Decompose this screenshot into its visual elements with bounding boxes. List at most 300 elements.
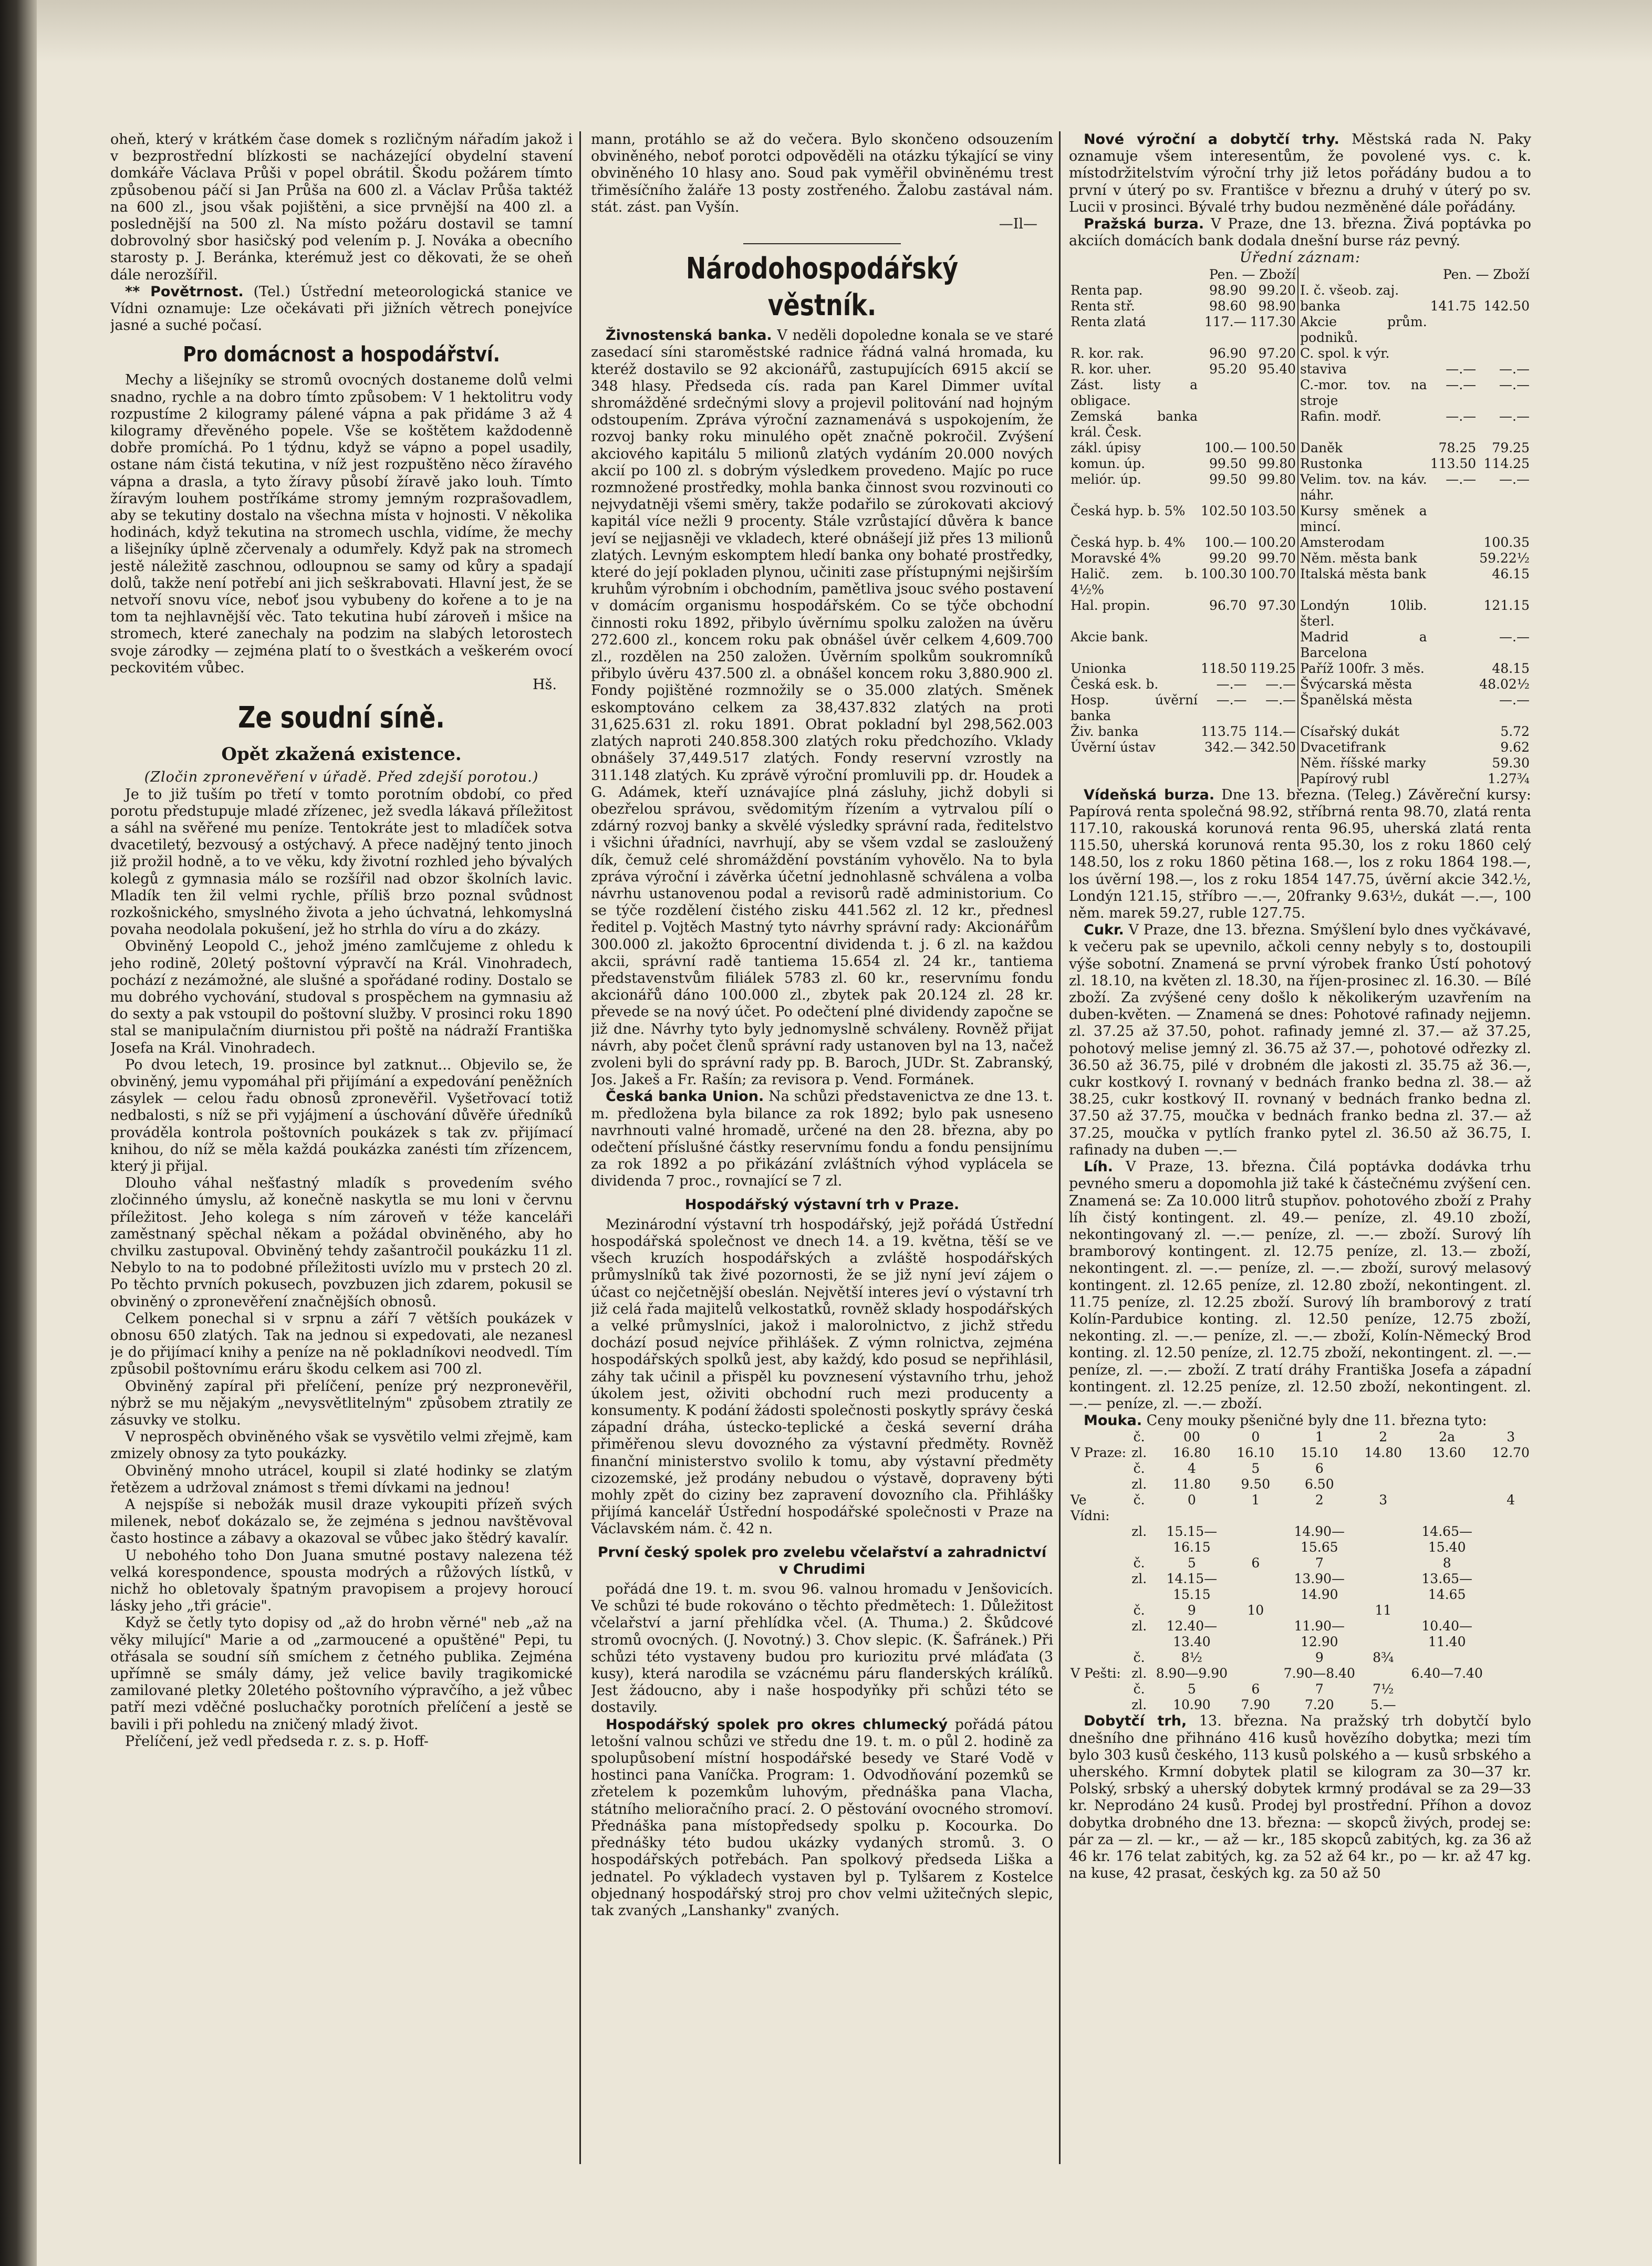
flour-row bbox=[1069, 1445, 1531, 1461]
bourse-value: 100.35 bbox=[1483, 534, 1530, 550]
flour-row-label: č. bbox=[1133, 1650, 1145, 1666]
bourse-value bbox=[1429, 771, 1478, 787]
court-paragraph: V neprospěch obviněného však se vysvětilo velmi zřejmě, kam zmizely obnosy za tyto poukázky. bbox=[110, 1429, 573, 1462]
flour-price: 2 bbox=[1315, 1492, 1324, 1508]
bourse-value bbox=[1429, 283, 1478, 298]
item-text: 13. března. Na pražský trh dobytčí bylo dnešního dne přihnáno 416 kusů hovězího dobytka; mezi tím bylo 303 kusů českého, 113 kusů polského a — kusů srbského a uherského. Krmní dobytek platil se kilogram za 30—37 kr. Polský, srbský a uherský dobytek krmný prodával se za 29—33 kr. Neprodáno 24 kusů. Prodej byl prostřední. Příhon a dovoz dobytka drobného dne 13. března: — skopců živých, prodej se: pár za — zl. — kr., — až — kr., 185 skopců zabitých, kg. za 36 až 46 kr. 176 telat zabitých, kg. za 52 až 64 kr., po — kr. až 47 kg. na kuse, 42 prasat, českých kg. za 50 až 50 bbox=[1069, 1713, 1531, 1882]
flour-header-cell: 0 bbox=[1251, 1429, 1260, 1445]
bourse-label: Renta pap. bbox=[1071, 282, 1143, 298]
bourse-row bbox=[1069, 440, 1531, 456]
bourse-row bbox=[1069, 503, 1531, 535]
flour-price: 14.65—15.40 bbox=[1421, 1524, 1472, 1555]
flour-city bbox=[1069, 1650, 1130, 1666]
bourse-label: Londýn 10lib. šterl. bbox=[1298, 598, 1429, 629]
flour-row bbox=[1069, 1697, 1531, 1713]
flour-price bbox=[1235, 1571, 1276, 1603]
flour-row bbox=[1069, 1461, 1531, 1477]
bourse-value bbox=[1249, 409, 1298, 440]
court-paragraph: Je to již tuším po třetí v tomto porotním období, co před porotu předstupuje mladé zřízenec, jež svedla lákavá příležitost a sáhl na svěřené mu peníze. Tentokráte jest to mladíček sotva dvacetiletý, bezvousý a ostýchavý. A přece nadějný tento jinoch již prožil hodně, a to ve věku, kdy životní rozhled jeho bývalých kolegů z gymnasia málo se rozšířil nad obzor školních lavic. Mladík ten žil velmi rychle, příliš brzo poznal svůdnost rozkošnického, smyslného života a jeho úchvatná, lehkomyslná povaha neodolala pokušení, jež ho strhla do víru a do zkázy. bbox=[110, 786, 573, 938]
weather-heading: ** Povětrnost. bbox=[125, 283, 244, 300]
bourse-value: —.— bbox=[1499, 629, 1530, 645]
bourse-label: Velim. tov. na káv. náhr. bbox=[1298, 472, 1429, 503]
bourse-label: Něm. říšské marky bbox=[1298, 755, 1429, 771]
bourse-value: 121.15 bbox=[1483, 597, 1530, 613]
flour-price: 12.40—13.40 bbox=[1166, 1618, 1218, 1650]
item-text: Městská rada N. Paky oznamuje všem interesentům, že povolené vys. c. k. místodržitelstvím výroční trhy již letos pořádány budou a to první v úterý po sv. Františce v březnu a druhý v úterý po sv. Lucii v prosinci. Bývalé trhy budou nezměněné dále pořádány. bbox=[1069, 131, 1531, 215]
flour-price: 13.65—14.65 bbox=[1421, 1571, 1472, 1603]
flour-price: 11 bbox=[1375, 1603, 1392, 1618]
flour-row-label: zl. bbox=[1131, 1571, 1147, 1587]
item-text: V neděli dopoledne konala se ve staré zasedací síni staroměstské radnice řádná valná hromada, ku kteréž dostavilo se 92 akcionářů, zastupujících 6915 akcií se 348 hlasy. Předseda cís. rada pan Karel Dimmer uvítal shromážděné srdečnými slovy a projevil politování nad hojným odstoupením. Zpráva výroční zaznamenává s uspokojením, že rozvoj banky roku minulého opět značně pokročil. Zvýšení akciového kapitálu 5 milionů zlatých vydáním 20.000 nových akcií po 100 zl. s dobrým výsledkem provedeno. Majíc po ruce rozmnožené prostředky, mohla banka činnost svou rozvinouti co nejvydatněji všemi směry, takže podařilo se zúrokovati akciový kapitál více nežli 9 procenty. Stále vzrůstající důvěra k bance jeví se nejjasněji ve vkladech, které obnášejí již přes 13 milionů zlatých. Levným eskomptem hledí banka ony bohaté prostředky, které do její pokladen plynou, učiniti zase přístupnými nejširším kruhům výrobním i obchodním, pamětliva jsouc svého postavení v domácím organismu hospodářském. Co se týče obchodní činnosti roku 1892, přibylo úvěrnímu spolku založen na úvěru 272.600 zl., koncem roku pak obnášel úvěr celkem 4,609.700 zl., rozdělen na 250 založen. Úvěrním spolkům soukromníků přibylo úvěru 437.500 zl. a obnášel koncem roku 3,880.900 zl. Fondy pojištěné rozmnožily se o 35.000 zlatých. Směnek eskomptováno celkem za 38,437.832 zlatých na proti 31,625.631 zl. roku 1891. Obrat pokladní byl 298,562.003 zlatých naproti 240.858.300 zlatých roku předchozího. Vklady obnášely 37,449.517 zlatých. Fondy reservní vzrostly na 311.148 zlatých. Ku zprávě výroční promluvili pp. dr. Houdek a G. Adámek, kteří uznávajíce plná zásluhy, jichž dobyli si obezřelou správou, svědomitým řízením a vytrvalou pílí o zdárný rozvoj banky a skvělé výsledky správní rada, ředitelstvo i všichni úřadníci, navrhují, aby se všem vzdal se zasloužený dík, čemuž celé shromáždění povstáním vyhovělo. Na to byla zpráva výroční i závěrka účetní jednohlasně schválena a volba návrhu ustanovenou podal a revisorů radě administorium. Co se týče rozdělení čistého zisku 441.562 zl. 12 kr., přednesl ředitel p. Vojtěch Mastný tyto návrhy správní rady: Akcionářům 300.000 zl. jakožto 6procentní dividenda t. j. 6 zl. na každou akcii, správní radě tantiema 15.654 zl. 24 kr., tantiema představenstvům filiálek 5783 zl. 60 kr., reservnímu fondu akcionářů dáno 100.000 zl., zbytek pak 20.124 zl. 28 kr. převede se na nový účet. Po odečtení plné dividendy započne se již dne. Návrhy tyto byly jednomyslně schváleny. Rovněž přijat návrh, aby počet členů správní rady ustanoven byl na 13, načež zvoleni byli do správní rady pp. B. Baroch, JUDr. St. Zabranský, Jos. Jakeš a Fr. Rašín; za revisora p. Vend. Formánek. bbox=[591, 327, 1053, 1088]
bourse-value: 98.90 bbox=[1258, 298, 1296, 314]
bourse-value bbox=[1478, 346, 1531, 361]
bourse-value: —.— bbox=[1499, 377, 1530, 392]
bourse-label: C.-mor. tov. na stroje bbox=[1298, 377, 1429, 409]
flour-price bbox=[1490, 1681, 1531, 1697]
bourse-value: 46.15 bbox=[1492, 566, 1530, 581]
bourse-value: —.— bbox=[1265, 692, 1296, 708]
bourse-value: 113.50 bbox=[1430, 455, 1477, 471]
flour-row bbox=[1069, 1650, 1531, 1666]
market-item bbox=[1069, 922, 1531, 1159]
bourse-label bbox=[1069, 755, 1199, 771]
bourse-row bbox=[1069, 409, 1531, 440]
bourse-table bbox=[1069, 267, 1531, 787]
flour-price bbox=[1404, 1697, 1490, 1713]
flour-row bbox=[1069, 1666, 1531, 1681]
bourse-label: C. spol. k výr. bbox=[1298, 346, 1429, 361]
court-paragraph: Celkem ponechal si v srpnu a září 7 větších poukázek v obnosu 650 zlatých. Tak na jednou si expedovati, ale nezanesl je do přijímací knihy a peníze na ně pokladníkovi neodvedl. Tím způsobil poštovnímu eráru škodu celkem asi 700 zl. bbox=[110, 1310, 573, 1378]
bourse-value: 119.25 bbox=[1250, 660, 1296, 676]
item-heading: Česká banka Union. bbox=[606, 1088, 764, 1105]
bourse-row bbox=[1069, 472, 1531, 503]
bourse-value: 100.— bbox=[1204, 440, 1247, 455]
bourse-label: Císařský dukát bbox=[1298, 724, 1429, 740]
flour-price: 6 bbox=[1251, 1555, 1260, 1571]
market-item bbox=[1069, 1159, 1531, 1412]
bourse-value bbox=[1429, 677, 1478, 692]
flour-price: 8.90—9.90 bbox=[1156, 1666, 1228, 1681]
bourse-value: 96.70 bbox=[1209, 597, 1247, 613]
bourse-value bbox=[1429, 550, 1478, 566]
item-text: V Praze, dne 13. března. Smýšlení bylo dnes vyčkávavé, k večeru pak se upevnilo, ačkoli cenny nebyly s to, dostoupili výše sobotní. Znamená se první výrobek franko Ústí pohotový zl. 18.10, na květen zl. 18.30, na říjen-prosinec zl. 16.30. — Bílé zboží. Za zvýšené ceny došlo k několikerým uzavřením na duben-květen. — Znamená se dnes: Pohotové rafinady nejjemn. zl. 37.25 až 37.50, pohot. rafinady jemné zl. 37.— až 37.25, pohotový melise jemný zl. 36.75 až 37.—, pohotové odřezky zl. 36.50 až 36.75, pilé v drobném dle jakosti zl. 35.75 až 36.—, cukr kostkový I. rovnaný v bednách franko bedna zl. 38.— až 38.25, cukr kostkový II. rovnaný v bednách franko bedna zl. 37.50 až 37.75, moučka v bednách franko bedna zl. 37.— až 37.25, moučka v pytlích franko pytel zl. 36.50 až 36.75, I. rafinady na duben —.— bbox=[1069, 922, 1531, 1158]
flour-city bbox=[1069, 1618, 1130, 1650]
bourse-row bbox=[1069, 661, 1531, 677]
bourse-value: 59.22½ bbox=[1479, 550, 1530, 566]
flour-header-cell: 2 bbox=[1379, 1429, 1388, 1445]
market-item bbox=[1069, 787, 1531, 922]
section-heading-court: Ze soudní síně. bbox=[238, 701, 445, 735]
flour-price-table bbox=[1069, 1429, 1531, 1713]
court-paragraph: Přelíčení, jež vedl předseda r. z. s. p. Hoff- bbox=[125, 1733, 429, 1750]
bourse-value: 99.70 bbox=[1258, 550, 1296, 566]
scan-shadow-edge bbox=[0, 0, 37, 2266]
flour-header-row bbox=[1069, 1429, 1531, 1445]
bourse-label: Kursy směnek a mincí. bbox=[1298, 503, 1429, 535]
bourse-row bbox=[1069, 566, 1531, 598]
weather-paragraph bbox=[110, 284, 573, 335]
flour-price bbox=[1276, 1603, 1363, 1618]
bourse-row bbox=[1069, 535, 1531, 550]
court-paragraph: Když se četly tyto dopisy od „až do hrobn věrné" neb „až na věky milující" Marie a od „zarmoucené a opuštěné" Pepi, tu otřásala se soudní síň smíchem z četného publika. Zejména upřímně se smály dámy, jež velice bavily tragikomické zamilované pletky 20letého poštovního výpravčího, a jež vůbec patří mezi vděčné posluchačky porotních přelíčení a jestě se bavili i při pohledu na zničený mladý život. bbox=[110, 1615, 573, 1733]
bourse-label: R. kor. rak. bbox=[1071, 345, 1144, 361]
bourse-label: Paříž 100fr. 3 měs. bbox=[1298, 661, 1429, 677]
bourse-header-right: Pen. — Zboží bbox=[1442, 266, 1530, 282]
flour-price: 12.70 bbox=[1492, 1445, 1530, 1461]
flour-price: 11.80 bbox=[1173, 1477, 1211, 1492]
court-continuation: mann, protáhlo se až do večera. Bylo skončeno odsouzením obviněného, neboť porotci odpověděli na otázku týkající se viny obviněného 10 hlasy ano. Soud pak vyměřil obviněnému trest třiměsíčního žaláře 13 posty zostřeného. Žalobu zastával nám. stát. zást. pan Vyšín. bbox=[591, 131, 1053, 215]
bourse-label: Italská města bank bbox=[1298, 566, 1429, 598]
bourse-value bbox=[1429, 314, 1478, 346]
bourse-value: 142.50 bbox=[1483, 298, 1530, 314]
bourse-value: 95.20 bbox=[1209, 361, 1247, 377]
bourse-value: 100.50 bbox=[1250, 440, 1296, 455]
bourse-row bbox=[1069, 361, 1531, 377]
flour-price bbox=[1490, 1524, 1531, 1555]
bourse-value: 99.20 bbox=[1258, 282, 1296, 298]
bourse-label: Česká hyp. b. 5% bbox=[1071, 503, 1186, 518]
flour-price bbox=[1363, 1477, 1404, 1492]
item-text: Na schůzi představenictva ze dne 13. t. m. předložena byla bilance za rok 1892; bylo pak usneseno navrhnouti valné hromadě, určené na den 28. března, aby po odečtení příslušné částky reservnímu fondu a fondu pensijnímu za rok 1892 a po přikázání zvláštních výhod vyplácela se dividenda 7 proc., rovnající se 7 zl. bbox=[591, 1088, 1053, 1190]
bourse-value: 99.50 bbox=[1209, 455, 1247, 471]
bourse-row bbox=[1069, 724, 1531, 740]
bourse-value: —.— bbox=[1216, 692, 1247, 708]
flour-header-cell: 3 bbox=[1506, 1429, 1515, 1445]
flour-row-label: č. bbox=[1133, 1555, 1145, 1571]
bourse-value: 98.90 bbox=[1209, 282, 1247, 298]
bourse-value: 96.90 bbox=[1209, 345, 1247, 361]
bourse-value: —.— bbox=[1446, 471, 1477, 487]
bourse-value: —.— bbox=[1499, 408, 1530, 424]
flour-row-label: č. bbox=[1133, 1492, 1145, 1508]
bourse-value: 99.80 bbox=[1258, 471, 1296, 487]
economy-item-text: Mezinárodní výstavní trh hospodářský, jejž pořádá Ústřední hospodářská společnost ve dnech 14. a 19. května, těší se ve všech kruzích hospodářských a zvláště hospodářských průmyslníků tak živé pozornosti, že se již nyní jeví zájem o účast co nejčetnější obeslán. Největší interes jeví o výstavní trh již celá řada majitelů velkostatků, rovněž sklady hospodářských a velké průmyslníci, jakož i malorolnictvo, z jichž středu dochází posud nejvíce přihlášek. Z výmn rolnictva, zejména hospodářských spolků jest, aby každý, kdo posud se nepřihlásil, záhy tak učinil a přispěl ku povznesení výstavního trhu, jehož úkolem jest, oživiti obchodní ruch mezi producenty a konsumenty. K podání žádosti společnosti poskytly správy česká západní dráha, ústecko-teplické a česká severní dráha přiměřenou slevu dovozného za výstavní předměty. Rovněž finanční ministerstvo svolilo k tomu, aby výstavní předměty cizozemské, jež prodány nebudou o výstavě, dopraveny býti mohly zpět do ciziny bez zapravení dovozního cla. Přihlášky přijímá kancelář Ústřední hospodářské společnosti v Praze na Václavském nám. č. 42 n. bbox=[591, 1216, 1053, 1537]
flour-price: 5.— bbox=[1370, 1697, 1396, 1713]
bourse-label: Španělská města bbox=[1298, 692, 1429, 724]
item-text: V Praze, dne 13. března. Živá poptávka po akciích domácích bank dodala dnešní burse ráz pevný. bbox=[1069, 216, 1531, 250]
flour-price: 7 bbox=[1315, 1555, 1324, 1571]
flour-row bbox=[1069, 1571, 1531, 1603]
bourse-value bbox=[1199, 409, 1248, 440]
bourse-label: Moravské 4% bbox=[1071, 550, 1161, 566]
flour-price: 8¾ bbox=[1373, 1650, 1394, 1666]
flour-row-label: č. bbox=[1133, 1461, 1145, 1477]
flour-price: 10.90 bbox=[1173, 1697, 1211, 1713]
item-heading: Živnostenská banka. bbox=[606, 327, 772, 344]
flour-price bbox=[1490, 1603, 1531, 1618]
flour-header-cell: 00 bbox=[1183, 1429, 1200, 1445]
bourse-value: 141.75 bbox=[1430, 298, 1477, 314]
flour-price bbox=[1363, 1618, 1404, 1650]
flour-price: 15.10 bbox=[1300, 1445, 1338, 1461]
flour-price bbox=[1404, 1650, 1490, 1666]
bourse-value: —.— bbox=[1216, 676, 1247, 692]
bourse-row bbox=[1069, 692, 1531, 724]
flour-price bbox=[1490, 1650, 1531, 1666]
bourse-row bbox=[1069, 677, 1531, 692]
bourse-value bbox=[1429, 724, 1478, 740]
flour-price: 7.90 bbox=[1241, 1697, 1271, 1713]
economy-item bbox=[591, 1088, 1053, 1190]
bourse-value: —.— bbox=[1265, 676, 1296, 692]
bourse-value bbox=[1249, 629, 1298, 661]
fire-report-text: oheň, který v krátkém čase domek s rozličným nářadím jakož i v bezprostřední blízkosti se nacházející obydelní stavení domkáře Václava Průši v popel obrátil. Škodu požárem tímto způsobenou páčí si Jan Průša na 600 zl. a Václav Průša taktéž na 600 zl., jsou však pojištěni, a sice prvnější na 400 zl. a poslednější na 500 zl. Na místo požáru dostavil se tamní dobrovolný sbor hasičský pod velením p. J. Nováka a obecního starosty p. J. Beránka, kterémuž jest co děkovati, že se oheň dále nerozšířil. bbox=[110, 131, 573, 283]
bourse-label: Akcie bank. bbox=[1071, 629, 1149, 645]
bourse-value: 95.40 bbox=[1258, 361, 1296, 377]
bourse-value bbox=[1478, 314, 1531, 346]
bourse-value: 117.— bbox=[1204, 314, 1247, 329]
flour-row bbox=[1069, 1555, 1531, 1571]
flour-city bbox=[1069, 1571, 1130, 1603]
flour-row-label: zl. bbox=[1131, 1666, 1147, 1681]
flour-price: 7½ bbox=[1373, 1681, 1394, 1697]
item-heading: Hospodářský spolek pro okres chlumecký bbox=[606, 1716, 948, 1733]
bourse-label bbox=[1069, 771, 1199, 787]
bourse-value: 48.02½ bbox=[1479, 676, 1530, 692]
flour-city: Ve Vídni: bbox=[1071, 1492, 1110, 1524]
flour-row bbox=[1069, 1492, 1531, 1524]
bourse-row bbox=[1069, 550, 1531, 566]
bourse-label: banka bbox=[1298, 298, 1429, 314]
bourse-header-left: Pen. — Zboží bbox=[1209, 266, 1296, 282]
flour-price bbox=[1235, 1650, 1276, 1666]
section-heading-household: Pro domácnost a hospodářství. bbox=[183, 342, 500, 367]
flour-price: 8 bbox=[1442, 1555, 1451, 1571]
bourse-value bbox=[1199, 771, 1248, 787]
bourse-label: Zemská banka král. Česk. bbox=[1071, 408, 1198, 440]
bourse-row bbox=[1069, 771, 1531, 787]
flour-row-label: zl. bbox=[1131, 1477, 1147, 1492]
bourse-label: Česká esk. b. bbox=[1071, 676, 1159, 692]
bourse-value: 100.30 bbox=[1201, 566, 1247, 581]
bourse-label: Hosp. úvěrní banka bbox=[1071, 692, 1198, 723]
flour-price bbox=[1404, 1492, 1490, 1524]
bourse-label: Česká hyp. b. 4% bbox=[1071, 534, 1186, 550]
flour-city bbox=[1069, 1697, 1130, 1713]
bourse-value: 117.30 bbox=[1250, 314, 1296, 329]
flour-city: V Praze: bbox=[1071, 1445, 1127, 1461]
divider bbox=[743, 243, 901, 244]
bourse-value bbox=[1478, 503, 1531, 535]
article-title: Opět zkažená existence. bbox=[221, 744, 462, 765]
flour-price: 9 bbox=[1187, 1603, 1196, 1618]
flour-row-label: zl. bbox=[1131, 1445, 1147, 1461]
flour-price: 7 bbox=[1315, 1681, 1324, 1697]
bourse-value bbox=[1249, 771, 1298, 787]
bourse-row bbox=[1069, 740, 1531, 755]
bourse-label: zákl. úpisy bbox=[1071, 440, 1141, 455]
bourse-value: 1.27¾ bbox=[1488, 771, 1530, 786]
court-paragraph: Obviněný Leopold C., jehož jméno zamlčujeme z ohledu k jeho rodině, 20letý poštovní výpravčí na Král. Vinohradech, pochází z nezámožné, ale slušné a spořádané rodiny. Dostalo se mu dobrého vychování, studoval s prospěchem na gymnasiu až do sexty a pak vstoupil do poštovní služby. V prosinci roku 1890 stal se manipulačním diurnistou při poště na nádraží Františka Josefa na Král. Vinohradech. bbox=[110, 938, 573, 1056]
bourse-value: 102.50 bbox=[1201, 503, 1247, 518]
bourse-value bbox=[1199, 629, 1248, 661]
flour-row bbox=[1069, 1681, 1531, 1697]
flour-price bbox=[1404, 1681, 1490, 1697]
court-paragraph: A nejspíše si nebožák musil draze vykoupiti přízeň svých milenek, neboť dokázalo se, že zejména s jednou navštěvoval často hostince a zábavy a okazoval se vůbec jako štědrý kavalír. bbox=[110, 1496, 573, 1547]
flour-price: 7.20 bbox=[1304, 1697, 1334, 1713]
bourse-value bbox=[1199, 377, 1248, 409]
bourse-value: 103.50 bbox=[1250, 503, 1296, 518]
flour-price: 14.80 bbox=[1364, 1445, 1402, 1461]
bourse-label: Renta stř. bbox=[1071, 298, 1135, 314]
bourse-header-row bbox=[1069, 267, 1531, 283]
flour-price: 11.90—12.90 bbox=[1294, 1618, 1345, 1650]
bourse-label: Úvěrní ústav bbox=[1071, 739, 1156, 755]
flour-price: 10.40—11.40 bbox=[1421, 1618, 1472, 1650]
bourse-value: 59.30 bbox=[1492, 755, 1530, 771]
flour-price bbox=[1490, 1571, 1531, 1603]
bourse-label: R. kor. uher. bbox=[1071, 361, 1152, 377]
author-signature: Hš. bbox=[533, 677, 557, 693]
flour-price bbox=[1404, 1603, 1490, 1618]
market-item bbox=[1069, 1713, 1531, 1882]
economy-item-text: pořádá dne 19. t. m. svou 96. valnou hromadu v Jenšovicích. Ve schůzi té bude rokováno o těchto předmětech: 1. Důležitost včelařství a jarní přehlídka včel. (A. Thuma.) 2. Škůdcové stromů ovocných. (J. Novotný.) 3. Chov slepic. (K. Šafránek.) Při schůzi této vystaveny budou pro kuriozitu prvé mláďata (3 kusy), která narodila se vzácnému páru flanderských králíků. Jest žádoucno, aby i naše hospodyňky při schůzi této se dostavily. bbox=[591, 1581, 1053, 1716]
flour-row bbox=[1069, 1477, 1531, 1492]
bourse-row bbox=[1069, 755, 1531, 771]
flour-price: 15.15—16.15 bbox=[1166, 1524, 1218, 1555]
flour-price bbox=[1363, 1555, 1404, 1571]
flour-price: 9 bbox=[1315, 1650, 1324, 1666]
flour-row-label: č. bbox=[1133, 1681, 1145, 1697]
bourse-value: 5.72 bbox=[1500, 723, 1530, 739]
bourse-value: 342.50 bbox=[1250, 739, 1296, 755]
bourse-value: 114.— bbox=[1253, 723, 1296, 739]
bourse-value bbox=[1429, 566, 1478, 598]
bourse-label: Akcie prům. podniků. bbox=[1298, 314, 1429, 346]
flour-row bbox=[1069, 1524, 1531, 1555]
flour-price: 3 bbox=[1379, 1492, 1388, 1508]
flour-price bbox=[1490, 1697, 1531, 1713]
bourse-value: 114.25 bbox=[1483, 455, 1530, 471]
bourse-label: Renta zlatá bbox=[1071, 314, 1146, 329]
flour-price: 5 bbox=[1187, 1555, 1196, 1571]
bourse-row bbox=[1069, 377, 1531, 409]
market-item bbox=[1069, 131, 1531, 216]
bourse-value bbox=[1429, 629, 1478, 661]
flour-price bbox=[1363, 1524, 1404, 1555]
item-heading: Dobytčí trh, bbox=[1084, 1713, 1187, 1730]
item-text: Ceny mouky pšeničné byly dne 11. března tyto: bbox=[1146, 1412, 1487, 1429]
item-heading: Nové výroční a dobytčí trhy. bbox=[1084, 131, 1339, 148]
bourse-value bbox=[1199, 755, 1248, 771]
flour-row bbox=[1069, 1603, 1531, 1618]
flour-header-cell: 2a bbox=[1439, 1429, 1456, 1445]
article-subtitle: (Zločin zpronevěření v úřadě. Před zdejší porotou.) bbox=[144, 769, 539, 786]
bourse-value: —.— bbox=[1446, 377, 1477, 392]
bourse-label: Dvacetifrank bbox=[1298, 740, 1429, 755]
bourse-value: 97.30 bbox=[1258, 597, 1296, 613]
flour-price: 16.10 bbox=[1237, 1445, 1275, 1461]
market-item bbox=[1069, 1412, 1531, 1429]
flour-price: 10 bbox=[1247, 1603, 1264, 1618]
item-heading: Vídeňská burza. bbox=[1084, 786, 1215, 803]
bourse-value: —.— bbox=[1499, 471, 1530, 487]
bourse-value: 99.80 bbox=[1258, 455, 1296, 471]
bourse-label: Hal. propin. bbox=[1071, 597, 1150, 613]
bourse-value: 100.— bbox=[1204, 534, 1247, 550]
bourse-value: 9.62 bbox=[1500, 739, 1530, 755]
flour-price: 6.50 bbox=[1304, 1477, 1334, 1492]
flour-city bbox=[1069, 1477, 1130, 1492]
court-paragraph: Obviněný mnoho utrácel, koupil si zlaté hodinky se zlatým řetězem a udržoval známost s třemi dívkami na jednou! bbox=[110, 1462, 573, 1496]
bourse-label: Švýcarská města bbox=[1298, 677, 1429, 692]
flour-price: 14.15—15.15 bbox=[1166, 1571, 1218, 1603]
bourse-value: 100.20 bbox=[1250, 534, 1296, 550]
bourse-value bbox=[1429, 503, 1478, 535]
bourse-row bbox=[1069, 598, 1531, 629]
bourse-value: 113.75 bbox=[1201, 723, 1247, 739]
flour-city bbox=[1069, 1461, 1130, 1477]
flour-price: 5 bbox=[1251, 1461, 1260, 1477]
bourse-value: —.— bbox=[1446, 408, 1477, 424]
flour-row-label: zl. bbox=[1131, 1697, 1147, 1713]
bourse-label: Rustonka bbox=[1298, 456, 1429, 472]
flour-price bbox=[1490, 1461, 1531, 1477]
bourse-value: 118.50 bbox=[1201, 660, 1247, 676]
bourse-label: Halič. zem. b. 4½% bbox=[1071, 566, 1198, 597]
item-text: Dne 13. března. (Teleg.) Závěreční kursy: Papírová renta společná 98.92, stříbrná renta 98.70, zlatá renta 117.10, rakouská korunová renta 96.95, uherská zlatá renta 115.50, uherská korunová renta 95.30, los z roku 1860 celý 148.50, los z roku 1860 pětina 168.—, los z roku 1864 198.—, los úvěrní 198.—, los z roku 1854 147.75, úvěrní akcie 342.½, Londýn 121.15, stříbro —.—, 20franky 9.63½, dukát —.—, 100 něm. marek 59.27, ruble 127.75. bbox=[1069, 786, 1531, 922]
bourse-value bbox=[1429, 598, 1478, 629]
bourse-value: —.— bbox=[1499, 692, 1530, 708]
flour-city bbox=[1069, 1555, 1130, 1571]
flour-city: V Pešti: bbox=[1071, 1666, 1121, 1681]
court-paragraph: Obviněný zapíral při přelíčení, peníze prý nezpronevěřil, nýbrž se mu nějakým „nevysvětlitelným" způsobem ztratily ze zásuvky ve stolku. bbox=[110, 1378, 573, 1429]
flour-price: 6 bbox=[1315, 1461, 1324, 1477]
bourse-value: 79.25 bbox=[1492, 440, 1530, 455]
bourse-value: —.— bbox=[1499, 361, 1530, 377]
bourse-value: —.— bbox=[1446, 361, 1477, 377]
flour-row bbox=[1069, 1618, 1531, 1650]
flour-price: 4 bbox=[1187, 1461, 1196, 1477]
bourse-row bbox=[1069, 314, 1531, 346]
flour-price bbox=[1490, 1555, 1531, 1571]
bourse-table-title: Úřední záznam: bbox=[1239, 250, 1361, 266]
flour-price bbox=[1404, 1477, 1490, 1492]
scan-top-margin bbox=[37, 0, 1652, 63]
flour-price bbox=[1490, 1618, 1531, 1650]
item-heading: Líh. bbox=[1084, 1159, 1113, 1176]
bourse-value bbox=[1249, 755, 1298, 771]
flour-price bbox=[1363, 1571, 1404, 1603]
bourse-label: komun. úp. bbox=[1071, 455, 1146, 471]
item-heading-centered: První český spolek pro zvelebu včelařství a zahradnictví v Chrudimi bbox=[597, 1544, 1047, 1577]
bourse-label: I. č. všeob. zaj. bbox=[1298, 283, 1429, 298]
column-1 bbox=[110, 131, 573, 2164]
economy-item bbox=[591, 1717, 1053, 1919]
flour-price bbox=[1235, 1618, 1276, 1650]
flour-city bbox=[1069, 1524, 1130, 1555]
flour-price: 14.90—15.65 bbox=[1294, 1524, 1345, 1555]
bourse-value bbox=[1429, 346, 1478, 361]
court-paragraph: Po dvou letech, 19. prosince byl zatknut... Objevilo se, že obviněný, jemu vypomáhal při přijímání a expedování peněžních zásylek — celou řadu obnosů zpronevěřil. Vyšetřovací totiž nedbalosti, s níž se při vyjájmení a úschování důvěře úředníků prováděla kontrola poštovních poukázek s tak zv. přijímací knihou, do níž se měla každá poukázka zanésti tím zřízencem, který ji přijal. bbox=[110, 1056, 573, 1174]
economy-item bbox=[591, 327, 1053, 1088]
bourse-value: 48.15 bbox=[1492, 660, 1530, 676]
bourse-value bbox=[1249, 377, 1298, 409]
flour-price: 4 bbox=[1506, 1492, 1515, 1508]
bourse-value bbox=[1478, 283, 1531, 298]
flour-price: 7.90—8.40 bbox=[1283, 1666, 1355, 1681]
flour-price bbox=[1235, 1524, 1276, 1555]
bourse-value bbox=[1429, 755, 1478, 771]
flour-price: 5 bbox=[1187, 1681, 1196, 1697]
flour-price: 6.40—7.40 bbox=[1411, 1666, 1483, 1681]
bourse-value bbox=[1429, 740, 1478, 755]
bourse-label: Rafin. modř. bbox=[1298, 409, 1429, 440]
item-text: V Praze, 13. března. Čilá poptávka dodávka trhu pevného smeru a dopomohla již také k částečnému zvýšení cen. Znamená se: Za 10.000 litrů stupňov. pohotového zboží z Prahy líh čistý kontingent. zl. 49.— peníze, zl. 49.10 zboží, nekontingovaný zl. —.— peníze, zl. —.— zboží. Surový líh bramborový kontingent. zl. 12.75 peníze, zl. 13.— zboží, nekontingent. zl. —.— peníze, zl. —.— zboží, surový melasový kontingent. zl. 12.65 peníze, zl. 12.80 zboží, nekontingent. zl. 11.75 peníze, zl. 12.25 zboží. Surový líh bramborový z tratí Kolín-Pardubice konting. zl. 12.50 peníze, 12.75 zboží, nekonting. zl. —.— peníze, zl. —.— zboží, Kolín-Německý Brod konting. zl. 12.50 peníze, zl. 12.75 zboží, nekontingent. zl. —.— peníze, zl. —.— zboží. Z tratí dráhy Františka Josefa a západní kontingent. zl. 12.25 peníze, zl. 12.50 zboží, nekontingent. zl. —.— peníze, zl. —.— zboží. bbox=[1069, 1159, 1531, 1412]
bourse-value: 99.20 bbox=[1209, 550, 1247, 566]
bourse-row bbox=[1069, 346, 1531, 361]
flour-city bbox=[1069, 1603, 1130, 1618]
